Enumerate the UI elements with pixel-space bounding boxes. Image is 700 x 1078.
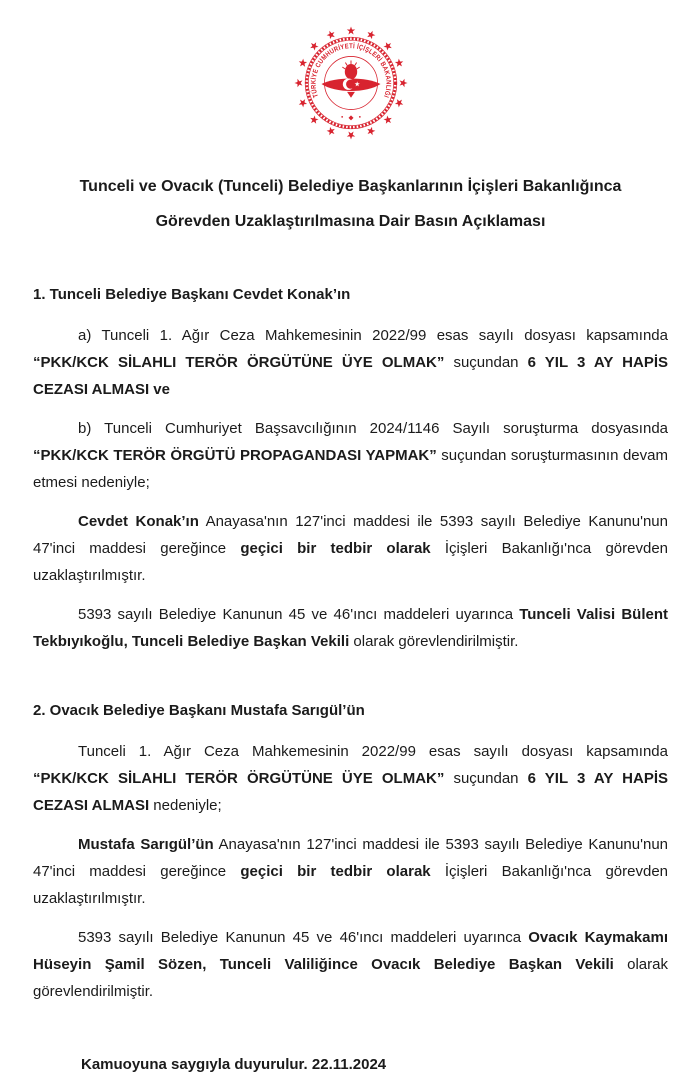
paragraph: b) Tunceli Cumhuriyet Başsavcılığının 2024/1146 Sayılı soruşturma dosyasında “PKK/KCK TERÖR ÖRGÜTÜ PROPAGANDASI YAPMAK” suçundan soruşturmasının devam etmesi nedeniyle; bbox=[33, 420, 668, 491]
paragraph: a) Tunceli 1. Ağır Ceza Mahkemesinin 2022/99 esas sayılı dosyası kapsamında “PKK/KCK SİLAHLI TERÖR ÖRGÜTÜNE ÜYE OLMAK” suçundan 6 YIL 3 AY HAPİS CEZASI ALMASI ve bbox=[33, 327, 668, 398]
paragraph: 5393 sayılı Belediye Kanunun 45 ve 46'ıncı maddeleri uyarınca Ovacık Kaymakamı Hüseyin Şamil Sözen, Tunceli Valiliğince Ovacık Belediye Başkan Vekili olarak görevlendirilmiştir. bbox=[33, 929, 669, 1000]
logo-container bbox=[33, 0, 668, 147]
section-ovacik-mayor bbox=[33, 697, 668, 1005]
ring-bottom-ornament bbox=[341, 115, 360, 120]
closing-statement: Kamuoyuna saygıyla duyurulur. 22.11.2024 bbox=[81, 1056, 387, 1073]
section-tunceli-mayor bbox=[33, 281, 668, 655]
emblem-ring-text: TÜRKİYE CUMHURİYETİ İÇİŞLERİ BAKANLIĞI bbox=[309, 43, 391, 99]
paragraph: 5393 sayılı Belediye Kanunun 45 ve 46'ıncı maddeleri uyarınca Tunceli Valisi Bülent Tekbıyıkoğlu, Tunceli Belediye Başkan Vekili olarak görevlendirilmiştir. bbox=[33, 606, 668, 650]
document-title-line-1: Tunceli ve Ovacık (Tunceli) Belediye Başkanlarının İçişleri Bakanlığınca bbox=[79, 178, 622, 195]
paragraph: Cevdet Konak’ın Anayasa'nın 127'inci maddesi ile 5393 sayılı Belediye Kanunu'nun 47'inci maddesi gereğince geçici bir tedbir olarak İçişleri Bakanlığı'nca görevden uzaklaştırılmıştır. bbox=[33, 513, 668, 584]
paragraph: Tunceli 1. Ağır Ceza Mahkemesinin 2022/99 esas sayılı dosyası kapsamında “PKK/KCK SİLAHLI TERÖR ÖRGÜTÜNE ÜYE OLMAK” suçundan 6 YIL 3 AY HAPİS CEZASI ALMASI nedeniyle; bbox=[33, 743, 668, 814]
section-2-heading: 2. Ovacık Belediye Başkanı Mustafa Sarıgül’ün bbox=[33, 702, 365, 719]
section-1-heading: 1. Tunceli Belediye Başkanı Cevdet Konak’ın bbox=[33, 286, 351, 303]
ministry-of-interior-emblem-icon bbox=[292, 24, 410, 142]
document-title bbox=[33, 177, 668, 231]
paragraph: Mustafa Sarıgül’ün Anayasa'nın 127'inci maddesi ile 5393 sayılı Belediye Kanunu'nun 47'inci maddesi gereğince geçici bir tedbir olarak İçişleri Bakanlığı'nca görevden uzaklaştırılmıştır. bbox=[33, 836, 669, 907]
document-title-line-2: Görevden Uzaklaştırılmasına Dair Basın Açıklaması bbox=[155, 213, 546, 230]
document-body bbox=[33, 281, 668, 1078]
